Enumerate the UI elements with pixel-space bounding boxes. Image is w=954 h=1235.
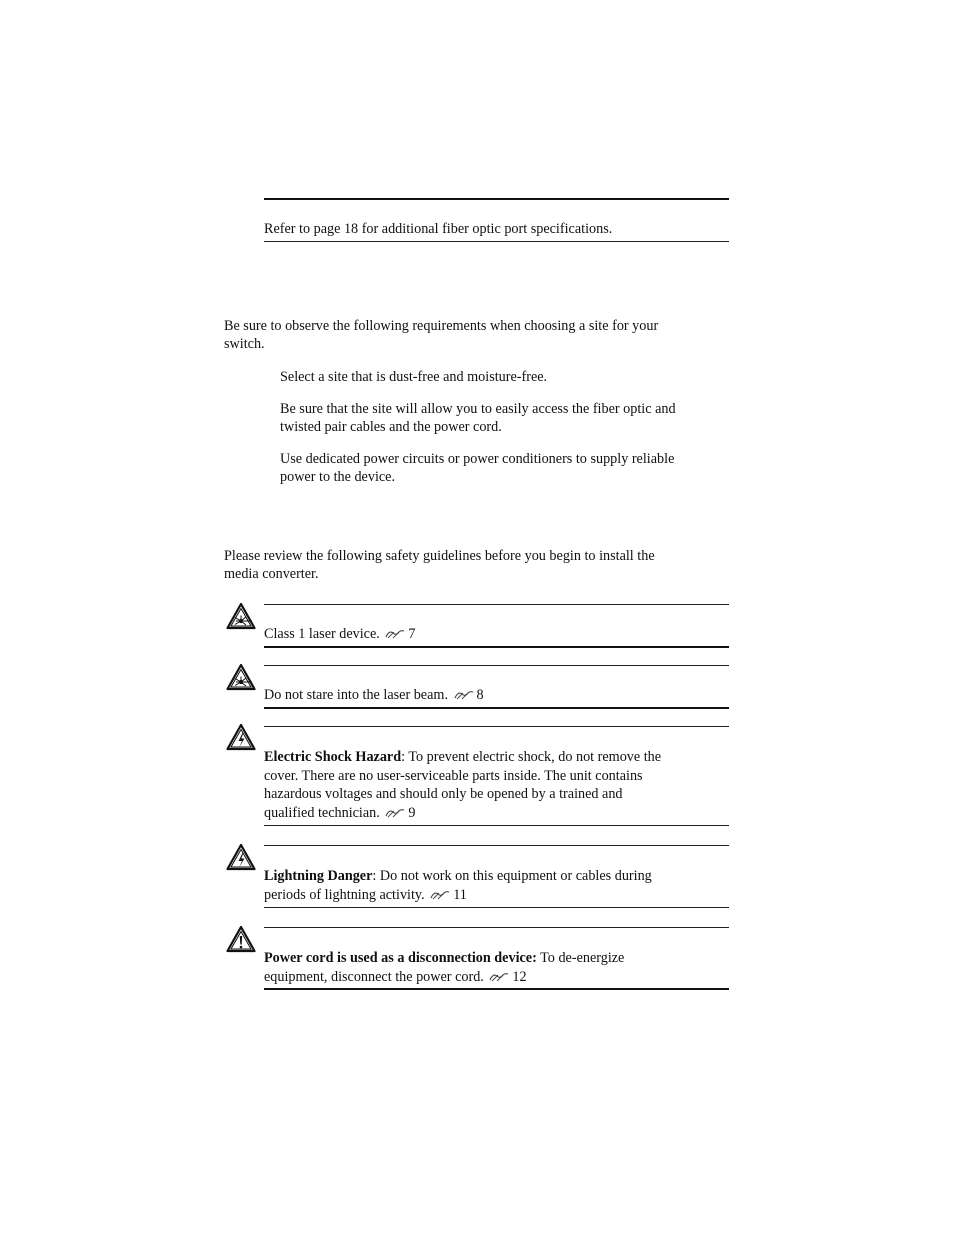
laser-warning-icon	[226, 602, 256, 630]
warning-5-bottom-rule	[264, 988, 729, 990]
warning-2-bottom-rule	[264, 707, 729, 709]
warning-5-line1-text: To de-energize	[536, 950, 625, 966]
warning-3-heading: Electric Shock Hazard	[264, 749, 402, 765]
electric-shock-icon	[226, 843, 256, 871]
warning-3-line3: hazardous voltages and should only be opened by a trained and	[264, 786, 623, 802]
caution-icon	[226, 925, 256, 953]
warning-1-ref: 7	[408, 626, 416, 642]
reference-mark-icon	[454, 690, 474, 700]
warning-1-top-rule	[264, 604, 729, 605]
warning-3-line1-text: : To prevent electric shock, do not remove the	[401, 749, 662, 765]
electric-shock-icon	[226, 723, 256, 751]
note-bottom-rule	[264, 241, 729, 242]
safety-intro-line1: Please review the following safety guidelines before you begin to install the	[224, 548, 655, 564]
safety-intro-line2: media converter.	[224, 566, 319, 582]
warning-4-heading: Lightning Danger	[264, 868, 373, 884]
reference-mark-icon	[385, 808, 405, 818]
site-item-3-line1: Use dedicated power circuits or power conditioners to supply reliable	[280, 451, 675, 467]
warning-4-line2	[264, 886, 467, 905]
warning-5-line2-text: equipment, disconnect the power cord.	[264, 969, 484, 985]
warning-1-text	[264, 625, 415, 644]
warning-5-line2	[264, 968, 527, 987]
warning-3-top-rule	[264, 726, 729, 727]
warning-4-top-rule	[264, 845, 729, 846]
site-intro-line1: Be sure to observe the following requirements when choosing a site for your	[224, 318, 659, 334]
site-item-2-line2: twisted pair cables and the power cord.	[280, 419, 502, 435]
warning-3-line4-text: qualified technician.	[264, 805, 380, 821]
reference-mark-icon	[385, 629, 405, 639]
site-item-2-line1: Be sure that the site will allow you to easily access the fiber optic and	[280, 401, 676, 417]
warning-2-top-rule	[264, 665, 729, 666]
note-top-rule	[264, 198, 729, 200]
warning-4-line1-text: : Do not work on this equipment or cables during	[372, 868, 652, 884]
note-text: Refer to page 18 for additional fiber optic port specifications.	[264, 221, 613, 237]
site-item-1: Select a site that is dust-free and moisture-free.	[280, 369, 548, 385]
warning-5-heading: Power cord is used as a disconnection device:	[264, 950, 537, 966]
warning-2-ref: 8	[476, 687, 484, 703]
warning-1-label: Class 1 laser device.	[264, 626, 380, 642]
warning-5-top-rule	[264, 927, 729, 928]
warning-4-ref: 11	[453, 887, 467, 903]
reference-mark-icon	[430, 890, 450, 900]
warning-3-line4	[264, 804, 415, 823]
site-item-3-line2: power to the device.	[280, 469, 396, 485]
warning-3-ref: 9	[408, 805, 416, 821]
warning-1-bottom-rule	[264, 646, 729, 648]
reference-mark-icon	[489, 972, 509, 982]
warning-3-bottom-rule	[264, 825, 729, 826]
warning-3-line2: cover. There are no user-serviceable parts inside. The unit contains	[264, 768, 643, 784]
site-intro-line2: switch.	[224, 336, 265, 352]
warning-4-line1	[264, 867, 652, 886]
warning-3-line1	[264, 748, 661, 767]
warning-4-line2-text: periods of lightning activity.	[264, 887, 425, 903]
warning-2-label: Do not stare into the laser beam.	[264, 687, 448, 703]
laser-warning-icon	[226, 663, 256, 691]
warning-2-text	[264, 686, 484, 705]
warning-5-line1	[264, 949, 624, 968]
warning-5-ref: 12	[512, 969, 527, 985]
warning-4-bottom-rule	[264, 907, 729, 908]
